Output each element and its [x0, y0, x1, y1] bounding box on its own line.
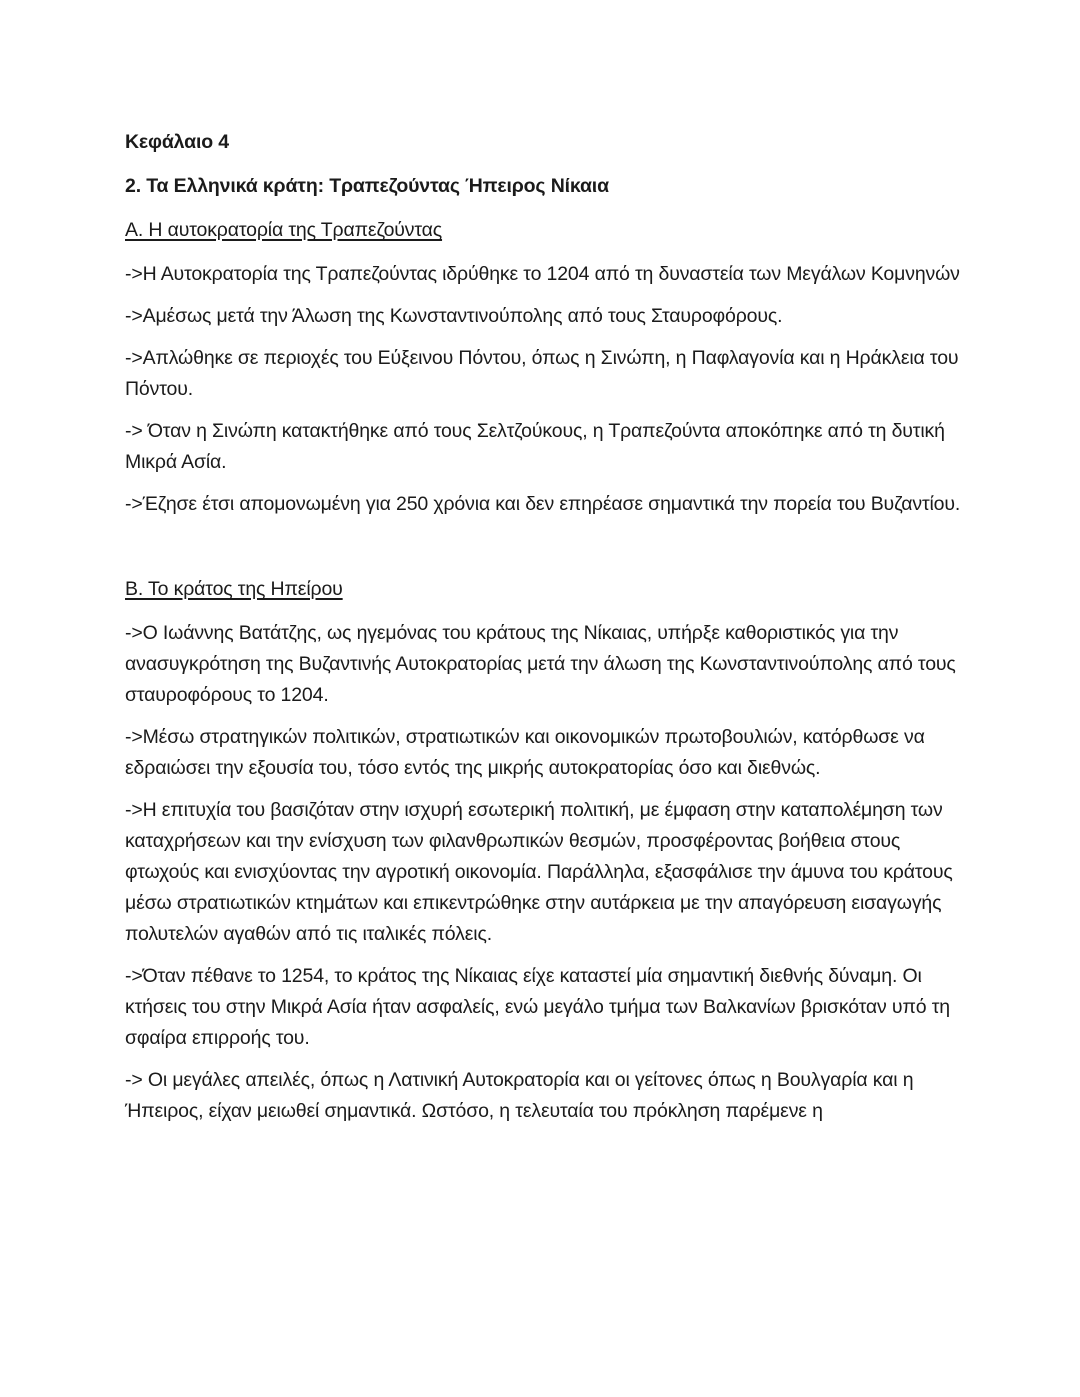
document-content [125, 127, 963, 1127]
section-b-paragraph-2: ->Μέσω στρατηγικών πολιτικών, στρατιωτικών και οικονομικών πρωτοβουλιών, κατόρθωσε να εδραιώσει την εξουσία του, τόσο εντός της μικρής αυτοκρατορίας όσο και διεθνώς. [125, 726, 925, 779]
section-a-paragraph-4: -> Όταν η Σινώπη κατακτήθηκε από τους Σελτζούκους, η Τραπεζούντα αποκόπηκε από τη δυτική Μικρά Ασία. [125, 420, 945, 473]
section-b-paragraph-5: -> Οι μεγάλες απειλές, όπως η Λατινική Αυτοκρατορία και οι γείτονες όπως η Βουλγαρία και η Ήπειρος, είχαν μειωθεί σημαντικά. Ωστόσο, η τελευταία του πρόκληση παρέμενε η [125, 1069, 914, 1122]
section-a-paragraph-5: ->Έζησε έτσι απομονωμένη για 250 χρόνια και δεν επηρέασε σημαντικά την πορεία του Βυζαντίου. [125, 493, 961, 515]
chapter-heading: Κεφάλαιο 4 [125, 131, 229, 153]
section-a-heading: Α. Η αυτοκρατορία της Τραπεζούντας [125, 219, 443, 241]
section-b-heading: Β. Το κράτος της Ηπείρου [125, 578, 343, 600]
section-b-paragraph-3: ->Η επιτυχία του βασιζόταν στην ισχυρή εσωτερική πολιτική, με έμφαση στην καταπολέμηση των καταχρήσεων και την ενίσχυση των φιλανθρωπικών θεσμών, προσφέροντας βοήθεια στους φτωχούς και ενισχύοντας την αγροτική οικονομία. Παράλληλα, εξασφάλισε την άμυνα του κράτους μέσω στρατιωτικών κτημάτων και επικεντρώθηκε στην αυτάρκεια με την απαγόρευση εισαγωγής πολυτελών αγαθών από τις ιταλικές πόλεις. [125, 799, 953, 945]
section-b-paragraph-4: ->Όταν πέθανε το 1254, το κράτος της Νίκαιας είχε καταστεί μία σημαντική διεθνής δύναμη. Οι κτήσεις του στην Μικρά Ασία ήταν ασφαλείς, ενώ μεγάλο τμήμα των Βαλκανίων βρισκόταν υπό τη σφαίρα επιρροής του. [125, 965, 950, 1049]
section-a-paragraph-3: ->Απλώθηκε σε περιοχές του Εύξεινου Πόντου, όπως η Σινώπη, η Παφλαγονία και η Ηράκλεια του Πόντου. [125, 347, 959, 400]
section-b-paragraph-1: ->Ο Ιωάννης Βατάτζης, ως ηγεμόνας του κράτους της Νίκαιας, υπήρξε καθοριστικός για την ανασυγκρότηση της Βυζαντινής Αυτοκρατορίας μετά την άλωση της Κωνσταντινούπολης από τους σταυροφόρους το 1204. [125, 622, 956, 706]
section-a-paragraph-1: ->Η Αυτοκρατορία της Τραπεζούντας ιδρύθηκε το 1204 από τη δυναστεία των Μεγάλων Κομνηνών [125, 263, 960, 285]
section-a-paragraph-2: ->Αμέσως μετά την Άλωση της Κωνσταντινούπολης από τους Σταυροφόρους. [125, 305, 783, 327]
document-title: 2. Τα Ελληνικά κράτη: Τραπεζούντας Ήπειρος Νίκαια [125, 175, 609, 197]
